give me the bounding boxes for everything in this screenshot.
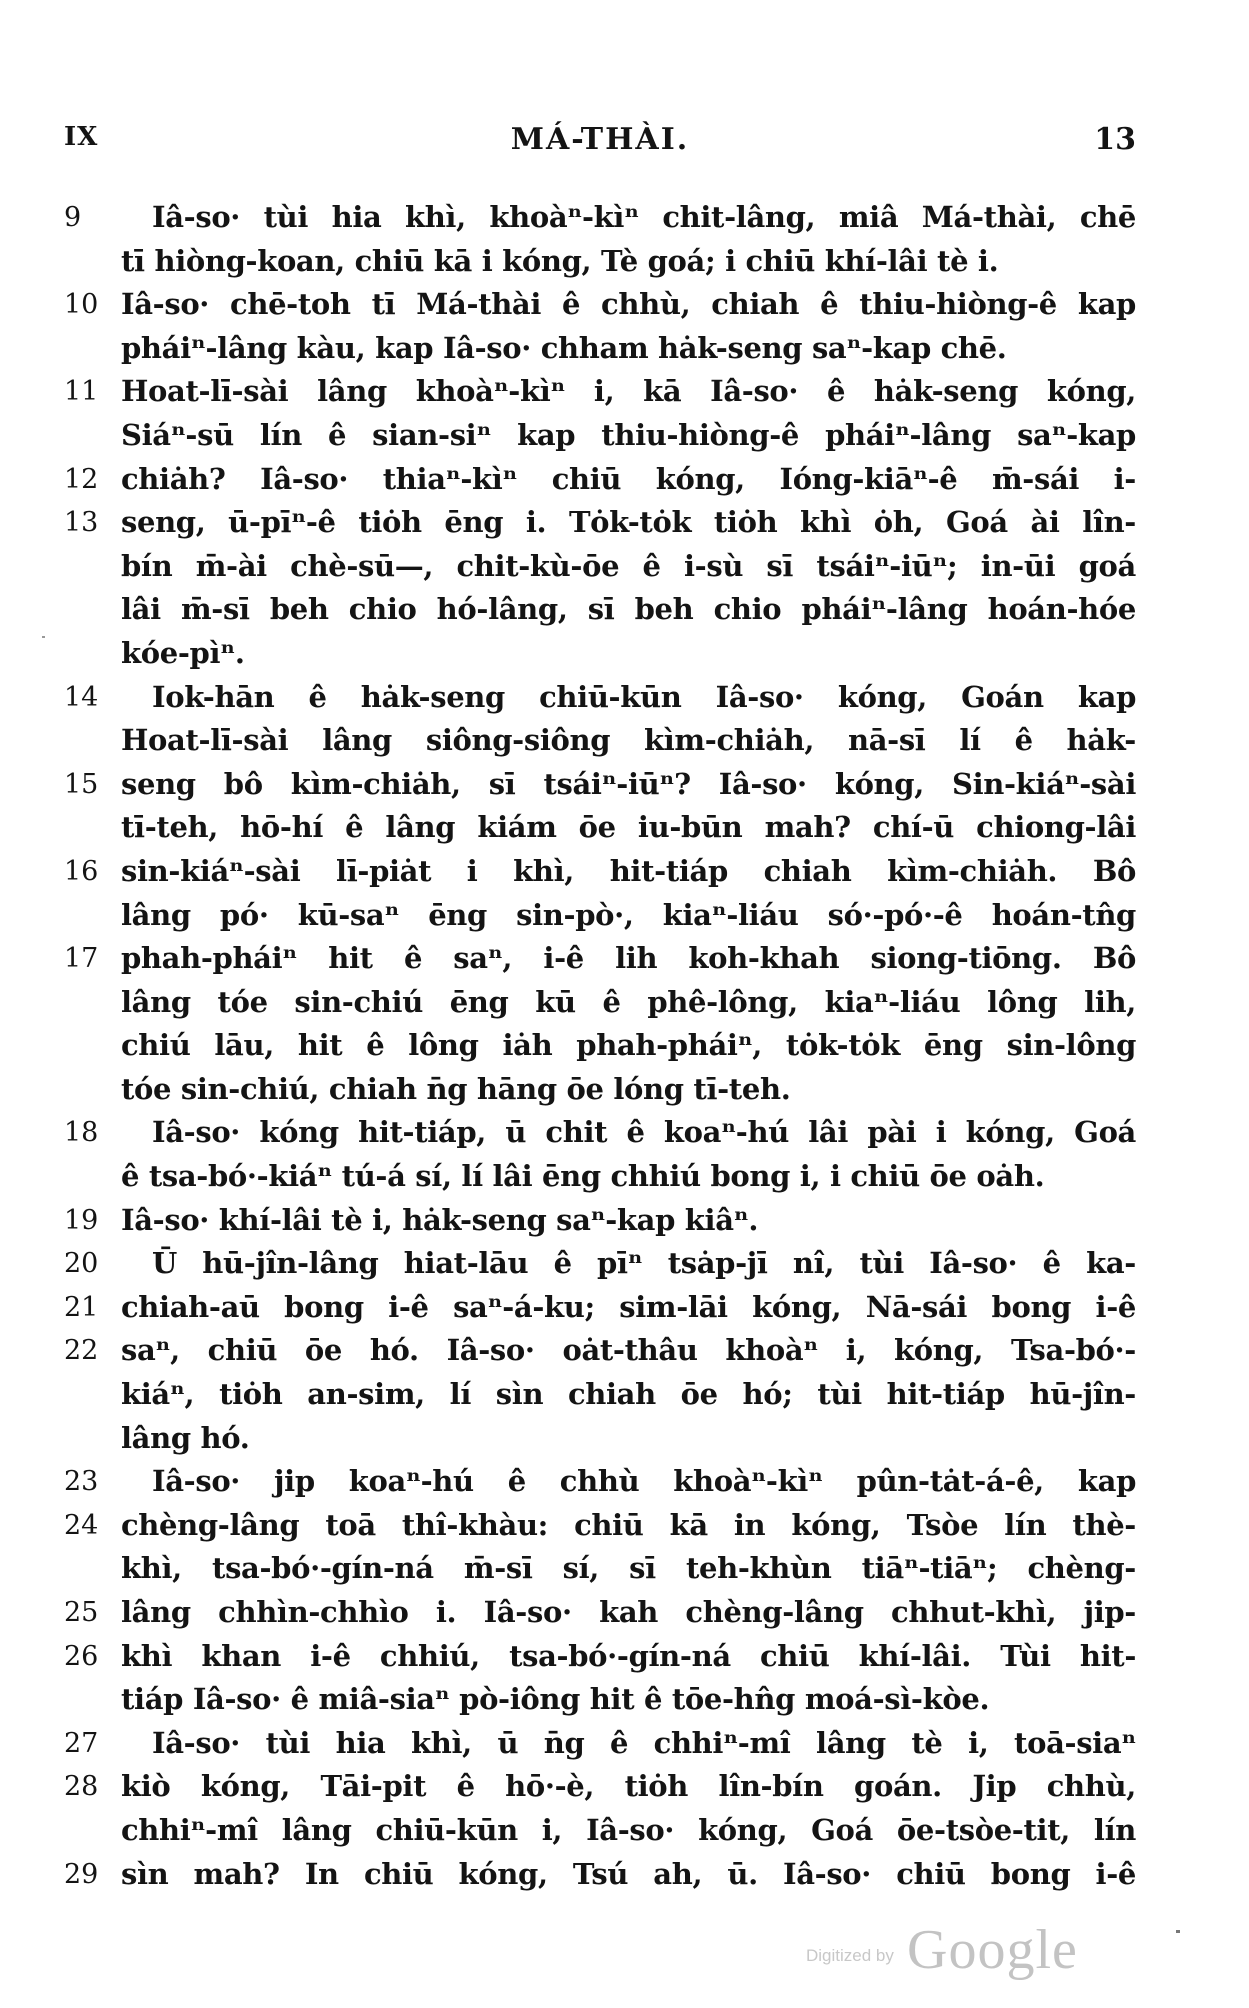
- text-line: [64, 1591, 1136, 1635]
- line-text: khì khan i-ê chhiú, tsa-bó·-gín-ná chiū khí-lâi. Tùi hit-: [121, 1638, 1136, 1673]
- verse-number: 17: [64, 943, 99, 975]
- text-line: [64, 1286, 1136, 1330]
- text-line: [64, 894, 1136, 938]
- line-text: Iâ-so· khí-lâi tè i, hȧk-seng saⁿ-kap kiâⁿ.: [121, 1202, 759, 1237]
- text-line: [64, 1853, 1136, 1897]
- text-line: [64, 806, 1136, 850]
- text-line: [64, 283, 1136, 327]
- line-text: chiú lāu, hit ê lông iȧh phah-pháiⁿ, tȯk-tȯk ēng sin-lông: [121, 1028, 1136, 1063]
- page-number: 13: [1094, 122, 1136, 157]
- text-line: [64, 719, 1136, 763]
- line-text: Iâ-so· tùi hia khì, khoàⁿ-kìⁿ chit-lâng, miâ Má-thài, chē: [152, 200, 1136, 234]
- verse-number: 29: [64, 1858, 99, 1890]
- line-text: Hoat-lī-sài lâng siông-siông kìm-chiȧh, nā-sī lí ê hȧk-: [121, 723, 1136, 758]
- verse-number: 21: [64, 1291, 99, 1323]
- verse-number: 15: [64, 768, 99, 800]
- text-line: [64, 240, 1136, 284]
- verse-number: 14: [64, 681, 99, 713]
- text-line: [64, 1635, 1136, 1679]
- verse-number: 19: [64, 1204, 99, 1236]
- line-text: saⁿ, chiū ōe hó. Iâ-so· oȧt-thâu khoàⁿ i, kóng, Tsa-bó·-: [121, 1333, 1136, 1368]
- verse-number: 11: [64, 376, 99, 408]
- text-line: [64, 1678, 1136, 1722]
- line-text: tiáp Iâ-so· ê miâ-siaⁿ pò-iông hit ê tōe-hn̂g moá-sì-kòe.: [121, 1682, 990, 1717]
- verse-number: 23: [64, 1466, 99, 1498]
- verse-number: 10: [64, 289, 99, 321]
- verse-number: 20: [64, 1248, 99, 1280]
- line-text: Siáⁿ-sū lín ê sian-siⁿ kap thiu-hiòng-ê pháiⁿ-lâng saⁿ-kap: [121, 417, 1136, 452]
- line-text: Ū hū-jîn-lâng hiat-lāu ê pīⁿ tsȧp-jī nî, tùi Iâ-so· ê ka-: [152, 1246, 1136, 1281]
- text-line: [64, 1373, 1136, 1417]
- line-text: sìn mah? In chiū kóng, Tsú ah, ū. Iâ-so· chiū bong i-ê: [121, 1856, 1136, 1891]
- text-line: [64, 1547, 1136, 1591]
- line-text: chèng-lâng toā thî-khàu: chiū kā in kóng, Tsòe lín thè-: [121, 1507, 1136, 1542]
- chapter-text: [64, 196, 1136, 1896]
- text-line: [64, 763, 1136, 807]
- text-line: [64, 1504, 1136, 1548]
- line-text: seng, ū-pīⁿ-ê tiȯh ēng i. Tȯk-tȯk tiȯh khì ȯh, Goá ài lîn-: [121, 505, 1136, 540]
- verse-number: 22: [64, 1335, 99, 1367]
- line-text: ê tsa-bó·-kiáⁿ tú-á sí, lí lâi ēng chhiú bong i, i chiū ōe oȧh.: [121, 1159, 1045, 1194]
- line-text: Hoat-lī-sài lâng khoàⁿ-kìⁿ i, kā Iâ-so· ê hȧk-seng kóng,: [121, 374, 1136, 409]
- text-line: [64, 632, 1136, 676]
- text-line: [64, 981, 1136, 1025]
- verse-number: 12: [64, 463, 99, 495]
- line-text: chhiⁿ-mî lâng chiū-kūn i, Iâ-so· kóng, Goá ōe-tsòe-tit, lín: [121, 1812, 1136, 1847]
- line-text: tī-teh, hō-hí ê lâng kiám ōe iu-būn mah? chí-ū chiong-lâi: [121, 810, 1136, 845]
- text-line: [64, 588, 1136, 632]
- line-text: lâi m̄-sī beh chio hó-lâng, sī beh chio pháiⁿ-lâng hoán-hóe: [121, 592, 1136, 627]
- line-text: Iok-hān ê hȧk-seng chiū-kūn Iâ-so· kóng, Goán kap: [152, 679, 1136, 714]
- line-text: Iâ-so· tùi hia khì, ū n̄g ê chhiⁿ-mî lâng tè i, toā-siaⁿ: [152, 1725, 1136, 1760]
- text-line: [64, 501, 1136, 545]
- line-text: lâng chhìn-chhìo i. Iâ-so· kah chèng-lâng chhut-khì, jip-: [121, 1595, 1136, 1629]
- text-line: [64, 1068, 1136, 1112]
- line-text: pháiⁿ-lâng kàu, kap Iâ-so· chham hȧk-seng saⁿ-kap chē.: [121, 330, 1007, 365]
- text-line: [64, 1765, 1136, 1809]
- watermark-prefix: Digitized by: [806, 1946, 894, 1965]
- text-line: [64, 1329, 1136, 1373]
- line-text: lâng pó· kū-saⁿ ēng sin-pò·, kiaⁿ-liáu só·-pó·-ê hoán-tn̂g: [121, 897, 1136, 932]
- line-text: lâng hó.: [121, 1420, 250, 1455]
- line-text: sin-kiáⁿ-sài lī-piȧt i khì, hit-tiáp chiah kìm-chiȧh. Bô: [121, 853, 1136, 888]
- running-title: MÁ-THÀI.: [510, 122, 690, 157]
- google-logo: Google: [907, 1919, 1078, 1981]
- text-line: [64, 1722, 1136, 1766]
- text-line: [64, 458, 1136, 502]
- text-line: [64, 1199, 1136, 1243]
- page-header: [64, 122, 1136, 162]
- verse-number: 27: [64, 1727, 99, 1759]
- text-line: [64, 1024, 1136, 1068]
- line-text: kiò kóng, Tāi-pit ê hō·-è, tiȯh lîn-bín goán. Jip chhù,: [121, 1769, 1136, 1804]
- line-text: lâng tóe sin-chiú ēng kū ê phê-lông, kiaⁿ-liáu lông lih,: [121, 984, 1136, 1019]
- line-text: Iâ-so· kóng hit-tiáp, ū chit ê koaⁿ-hú lâi pài i kóng, Goá: [152, 1115, 1136, 1150]
- text-line: [64, 327, 1136, 371]
- verse-number: 18: [64, 1117, 99, 1149]
- text-line: [64, 370, 1136, 414]
- line-text: Iâ-so· jip koaⁿ-hú ê chhù khoàⁿ-kìⁿ pûn-tȧt-á-ê, kap: [152, 1464, 1136, 1499]
- line-text: chiȧh? Iâ-so· thiaⁿ-kìⁿ chiū kóng, Ióng-kiāⁿ-ê m̄-sái i-: [121, 461, 1136, 496]
- line-text: seng bô kìm-chiȧh, sī tsáiⁿ-iūⁿ? Iâ-so· kóng, Sin-kiáⁿ-sài: [121, 766, 1136, 801]
- text-line: [64, 1417, 1136, 1461]
- verse-number: 9: [64, 202, 82, 233]
- text-line: [64, 850, 1136, 894]
- verse-number: 25: [64, 1597, 99, 1628]
- line-text: tóe sin-chiú, chiah n̄g hāng ōe lóng tī-teh.: [121, 1071, 791, 1106]
- line-text: kóe-pìⁿ.: [121, 635, 245, 670]
- text-line: [64, 1242, 1136, 1286]
- verse-number: 16: [64, 855, 99, 887]
- text-line: [64, 676, 1136, 720]
- text-line: [64, 196, 1136, 240]
- chapter-number: IX: [64, 122, 99, 152]
- text-line: [64, 1155, 1136, 1199]
- line-text: chiah-aū bong i-ê saⁿ-á-ku; sim-lāi kóng, Nā-sái bong i-ê: [121, 1289, 1136, 1324]
- line-text: kiáⁿ, tiȯh an-sim, lí sìn chiah ōe hó; tùi hit-tiáp hū-jîn-: [121, 1377, 1136, 1412]
- text-line: [64, 1111, 1136, 1155]
- line-text: bín m̄-ài chè-sū—, chit-kù-ōe ê i-sù sī tsáiⁿ-iūⁿ; in-ūi goá: [121, 548, 1136, 583]
- verse-number: 13: [64, 507, 99, 539]
- line-text: Iâ-so· chē-toh tī Má-thài ê chhù, chiah ê thiu-hiòng-ê kap: [121, 287, 1136, 322]
- verse-number: 28: [64, 1771, 99, 1803]
- verse-number: 24: [64, 1509, 99, 1541]
- text-line: [64, 545, 1136, 589]
- text-line: [64, 937, 1136, 981]
- text-line: [64, 1809, 1136, 1853]
- line-text: phah-pháiⁿ hit ê saⁿ, i-ê lih koh-khah siong-tiōng. Bô: [121, 941, 1136, 976]
- line-text: khì, tsa-bó·-gín-ná m̄-sī sí, sī teh-khùn tiāⁿ-tiāⁿ; chèng-: [121, 1551, 1136, 1586]
- text-line: [64, 1460, 1136, 1504]
- digitization-watermark: [0, 1918, 1249, 1981]
- line-text: tī hiòng-koan, chiū kā i kóng, Tè goá; i chiū khí-lâi tè i.: [121, 243, 999, 278]
- ink-speck: [42, 636, 45, 638]
- text-line: [64, 414, 1136, 458]
- verse-number: 26: [64, 1640, 99, 1672]
